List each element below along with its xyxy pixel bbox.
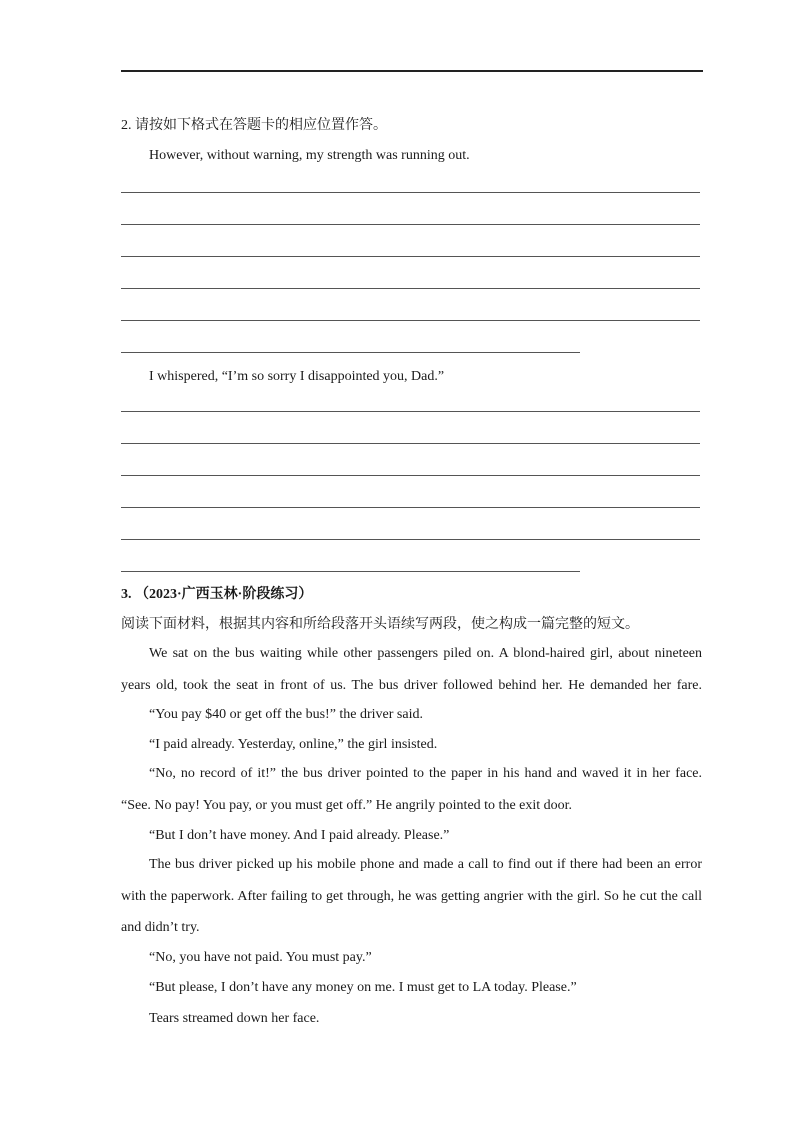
passage-line: The bus driver picked up his mobile phone and made a call to find out if there had been an error [149,857,702,872]
answer-line[interactable] [121,475,700,476]
passage-line: Tears streamed down her face. [149,1011,320,1026]
passage-line: “No, no record of it!” the bus driver pointed to the paper in his hand and waved it in her face. [149,766,702,781]
q3-number: 3. [121,587,132,602]
passage-line: “You pay $40 or get off the bus!” the driver said. [149,707,423,722]
q3-heading [121,587,312,603]
q3-instruction: 阅读下面材料，根据其内容和所给段落开头语续写两段，使之构成一篇完整的短文。 [121,617,639,632]
passage-line: years old, took the seat in front of us. The bus driver followed behind her. He demanded her fare. [121,678,702,693]
q2-instruction: 2. 请按如下格式在答题卡的相应位置作答。 [121,118,387,133]
passage-line: “See. No pay! You pay, or you must get off.” He angrily pointed to the exit door. [121,798,573,813]
passage-line: “But I don’t have money. And I paid already. Please.” [149,828,450,843]
passage-line: and didn’t try. [121,920,200,935]
answer-line[interactable] [121,443,700,444]
q3-source: （2023·广西玉林·阶段练习） [135,587,313,602]
answer-line[interactable] [121,320,700,321]
answer-line[interactable] [121,288,700,289]
answer-line[interactable] [121,224,700,225]
q2-prompt-1: However, without warning, my strength was running out. [149,148,470,163]
passage-line: “I paid already. Yesterday, online,” the girl insisted. [149,737,438,752]
passage-line: We sat on the bus waiting while other passengers piled on. A blond-haired girl, about nineteen [149,646,702,661]
header-rule [121,70,703,72]
answer-line[interactable] [121,411,700,412]
answer-line[interactable] [121,352,580,353]
passage-line: with the paperwork. After failing to get through, he was getting angrier with the girl. So he cut the call [121,889,702,904]
answer-line[interactable] [121,539,700,540]
passage-line: “No, you have not paid. You must pay.” [149,950,372,965]
answer-line[interactable] [121,571,580,572]
answer-line[interactable] [121,256,700,257]
passage-line: “But please, I don’t have any money on me. I must get to LA today. Please.” [149,980,577,995]
q2-prompt-2: I whispered, “I’m so sorry I disappointed you, Dad.” [149,369,445,384]
answer-line[interactable] [121,192,700,193]
answer-line[interactable] [121,507,700,508]
